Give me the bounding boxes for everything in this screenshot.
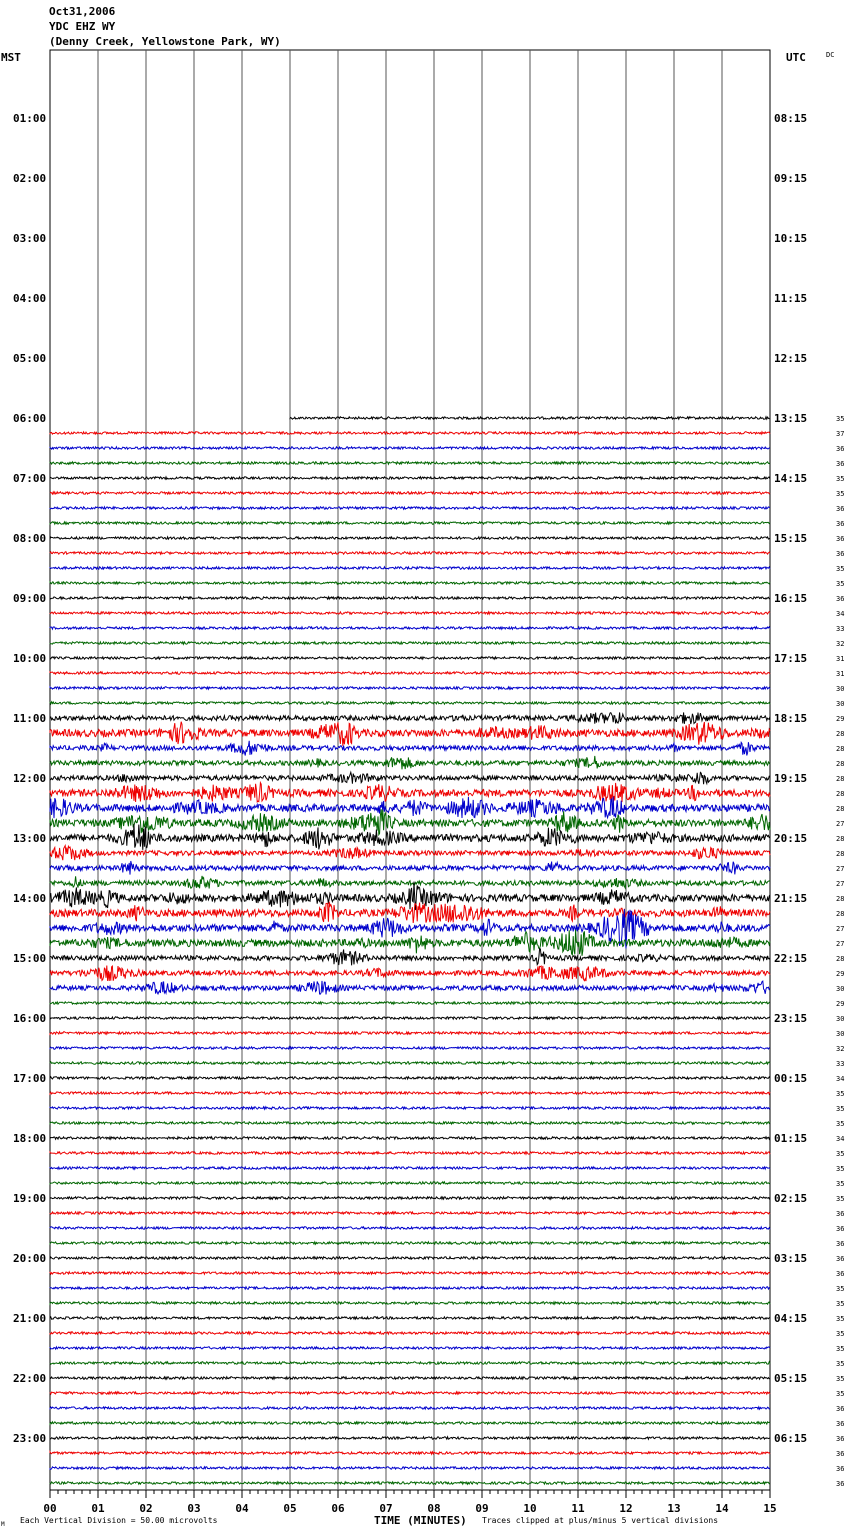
seismic-trace [50,1257,770,1259]
trace-amplitude-label: 31 [836,670,845,678]
seismic-trace [50,582,770,584]
seismic-trace [50,1122,770,1124]
mst-hour-label: 12:00 [13,772,47,785]
seismic-trace [50,432,770,434]
seismic-trace [50,1182,770,1184]
trace-amplitude-label: 28 [836,850,845,858]
trace-amplitude-label: 35 [836,1285,845,1293]
mst-hour-label: 23:00 [13,1432,47,1445]
trace-amplitude-label: 34 [836,610,845,618]
seismic-trace [50,1362,770,1364]
trace-amplitude-label: 35 [836,475,845,483]
mst-label: MST [1,51,21,64]
mst-hour-label: 01:00 [13,112,47,125]
trace-amplitude-label: 36 [836,535,845,543]
utc-hour-label: 16:15 [774,592,808,605]
trace-amplitude-label: 36 [836,1405,845,1413]
seismic-trace [50,1407,770,1409]
trace-amplitude-label: 28 [836,790,845,798]
trace-amplitude-label: 30 [836,985,845,993]
seismic-trace [50,477,770,479]
trace-amplitude-label: 28 [836,760,845,768]
x-tick-label: 01 [91,1502,105,1515]
trace-amplitude-label: 36 [836,1270,845,1278]
trace-amplitude-label: 27 [836,925,845,933]
trace-amplitude-label: 35 [836,1345,845,1353]
mst-hour-label: 06:00 [13,412,47,425]
seismic-trace [50,772,770,784]
trace-amplitude-label: 35 [836,565,845,573]
trace-amplitude-label: 30 [836,685,845,693]
x-tick-label: 08 [427,1502,441,1515]
trace-amplitude-label: 32 [836,640,845,648]
trace-amplitude-label: 36 [836,1480,845,1488]
mst-hour-label: 13:00 [13,832,47,845]
seismic-trace [50,1287,770,1289]
trace-amplitude-label: 36 [836,550,845,558]
trace-amplitude-label: 36 [836,1240,845,1248]
trace-amplitude-label: 28 [836,730,845,738]
seismic-trace [50,1302,770,1304]
trace-amplitude-label: 35 [836,1360,845,1368]
x-tick-label: 11 [571,1502,585,1515]
trace-amplitude-label: 36 [836,1225,845,1233]
utc-hour-label: 22:15 [774,952,808,965]
seismic-trace [50,861,770,875]
trace-amplitude-label: 30 [836,700,845,708]
mst-hour-label: 16:00 [13,1012,47,1025]
utc-hour-label: 01:15 [774,1132,808,1145]
trace-amplitude-label: 35 [836,1390,845,1398]
utc-label: UTC [786,51,806,64]
mst-hour-label: 11:00 [13,712,47,725]
trace-amplitude-label: 27 [836,820,845,828]
utc-hour-label: 06:15 [774,1432,808,1445]
mst-hour-label: 20:00 [13,1252,47,1265]
mst-hour-label: 15:00 [13,952,47,965]
utc-hour-label: 15:15 [774,532,808,545]
seismic-trace [50,846,770,861]
mst-hour-label: 18:00 [13,1132,47,1145]
trace-amplitude-label: 35 [836,1180,845,1188]
seismic-trace [50,1167,770,1169]
utc-hour-label: 14:15 [774,472,808,485]
x-tick-label: 12 [619,1502,633,1515]
trace-amplitude-label: 36 [836,1435,845,1443]
trace-amplitude-label: 27 [836,865,845,873]
seismic-trace [50,783,770,803]
mst-hour-label: 17:00 [13,1072,47,1085]
seismic-trace [50,657,770,659]
x-tick-label: 14 [715,1502,729,1515]
seismic-trace [50,882,770,911]
trace-amplitude-label: 35 [836,1105,845,1113]
trace-amplitude-label: 35 [836,1120,845,1128]
trace-amplitude-label: 28 [836,910,845,918]
trace-amplitude-label: 36 [836,445,845,453]
trace-amplitude-label: 33 [836,625,845,633]
x-tick-label: 00 [43,1502,57,1515]
seismic-trace [50,1032,770,1034]
trace-amplitude-label: 30 [836,1030,845,1038]
utc-hour-label: 20:15 [774,832,808,845]
x-tick-label: 10 [523,1502,537,1515]
mst-hour-label: 19:00 [13,1192,47,1205]
seismic-trace [50,1452,770,1454]
utc-hour-label: 23:15 [774,1012,808,1025]
seismic-trace [50,722,770,746]
utc-hour-label: 03:15 [774,1252,808,1265]
seismic-trace [50,1017,770,1019]
utc-hour-label: 02:15 [774,1192,808,1205]
seismic-trace [50,1347,770,1349]
seismic-trace [50,1317,770,1319]
trace-amplitude-label: 36 [836,1210,845,1218]
utc-hour-label: 21:15 [774,892,808,905]
utc-hour-label: 05:15 [774,1372,808,1385]
seismic-trace [50,741,770,756]
trace-amplitude-label: 35 [836,1375,845,1383]
utc-hour-label: 13:15 [774,412,808,425]
record-date: Oct31,2006 [49,5,116,18]
x-tick-label: 15 [763,1502,777,1515]
seismic-trace [50,966,770,982]
division-note: Each Vertical Division = 50.00 microvolts [20,1516,218,1525]
x-tick-label: 04 [235,1502,249,1515]
trace-amplitude-label: 34 [836,1135,845,1143]
trace-amplitude-label: 36 [836,505,845,513]
seismic-trace [50,1227,770,1229]
x-tick-label: 06 [331,1502,345,1515]
trace-amplitude-label: 36 [836,1465,845,1473]
seismic-trace [50,876,770,889]
seismic-trace [50,949,770,966]
utc-hour-label: 10:15 [774,232,808,245]
seismic-trace [50,552,770,554]
seismic-trace [50,687,770,689]
trace-amplitude-label: 27 [836,880,845,888]
seismic-trace [50,597,770,599]
x-tick-label: 09 [475,1502,489,1515]
seismic-trace [50,981,770,995]
trace-amplitude-label: 35 [836,415,845,423]
station-location: (Denny Creek, Yellowstone Park, WY) [49,35,281,48]
trace-amplitude-label: 35 [836,1300,845,1308]
trace-amplitude-label: 35 [836,1195,845,1203]
utc-hour-label: 11:15 [774,292,808,305]
clip-note: Traces clipped at plus/minus 5 vertical divisions [482,1516,719,1525]
seismic-trace [50,1482,770,1484]
seismic-trace [50,642,770,644]
seismic-trace [50,1377,770,1379]
x-tick-label: 02 [139,1502,153,1515]
trace-amplitude-label: 35 [836,1150,845,1158]
seismic-trace [50,756,770,769]
seismic-trace [50,1392,770,1394]
trace-amplitude-label: 28 [836,805,845,813]
trace-amplitude-label: 36 [836,1450,845,1458]
utc-hour-label: 04:15 [774,1312,808,1325]
x-tick-label: 13 [667,1502,681,1515]
seismic-trace [50,567,770,569]
trace-amplitude-label: 28 [836,835,845,843]
mst-hour-label: 08:00 [13,532,47,545]
trace-amplitude-label: 29 [836,715,845,723]
seismic-trace [50,1137,770,1139]
trace-amplitude-label: 28 [836,775,845,783]
channel-tag: DC [826,51,835,59]
mst-hour-label: 14:00 [13,892,47,905]
seismic-trace [50,1002,770,1004]
seismic-trace [50,1107,770,1109]
seismic-trace [50,1242,770,1244]
seismic-trace [50,1272,770,1274]
trace-amplitude-label: 31 [836,655,845,663]
trace-amplitude-label: 28 [836,955,845,963]
seismic-trace [50,1062,770,1064]
utc-hour-label: 08:15 [774,112,808,125]
seismic-trace [50,612,770,614]
utc-hour-label: 18:15 [774,712,808,725]
trace-amplitude-label: 33 [836,1060,845,1068]
seismic-trace [50,1422,770,1424]
trace-amplitude-label: 35 [836,490,845,498]
x-tick-label: 05 [283,1502,297,1515]
trace-amplitude-label: 37 [836,430,845,438]
seismic-trace [50,492,770,494]
mst-hour-label: 21:00 [13,1312,47,1325]
utc-hour-label: 17:15 [774,652,808,665]
seismic-trace [50,797,770,819]
x-tick-label: 03 [187,1502,201,1515]
trace-amplitude-label: 35 [836,1090,845,1098]
seismic-trace [50,1047,770,1049]
trace-amplitude-label: 28 [836,745,845,753]
trace-amplitude-label: 32 [836,1045,845,1053]
seismic-trace [50,712,770,724]
seismic-trace [50,824,770,850]
mst-hour-label: 09:00 [13,592,47,605]
mst-hour-label: 22:00 [13,1372,47,1385]
trace-amplitude-label: 29 [836,1000,845,1008]
seismic-trace [50,1332,770,1334]
trace-amplitude-label: 36 [836,1255,845,1263]
seismic-trace [50,1437,770,1439]
trace-amplitude-label: 36 [836,595,845,603]
seismic-trace [50,672,770,674]
seismic-trace [50,1077,770,1079]
seismic-trace [50,537,770,539]
seismic-trace [50,702,770,704]
trace-amplitude-label: 36 [836,460,845,468]
seismic-trace [50,1092,770,1094]
trace-amplitude-label: 29 [836,970,845,978]
trace-amplitude-label: 36 [836,520,845,528]
x-tick-label: 07 [379,1502,393,1515]
trace-amplitude-label: 35 [836,1315,845,1323]
utc-hour-label: 19:15 [774,772,808,785]
x-axis-title: TIME (MINUTES) [374,1514,467,1527]
seismic-trace [50,1197,770,1199]
trace-amplitude-label: 35 [836,1165,845,1173]
seismic-trace [50,462,770,464]
seismic-trace [50,1212,770,1214]
mst-hour-label: 04:00 [13,292,47,305]
station-code: YDC EHZ WY [49,20,116,33]
seismic-trace [50,1152,770,1154]
seismic-trace [50,809,770,834]
trace-amplitude-label: 27 [836,940,845,948]
trace-amplitude-label: 35 [836,1330,845,1338]
seismic-trace [50,507,770,509]
seismic-trace [50,930,770,956]
mst-hour-label: 02:00 [13,172,47,185]
utc-hour-label: 00:15 [774,1072,808,1085]
trace-amplitude-label: 35 [836,580,845,588]
footer-mark: M [1,1521,5,1528]
mst-hour-label: 07:00 [13,472,47,485]
trace-amplitude-label: 30 [836,1015,845,1023]
mst-hour-label: 05:00 [13,352,47,365]
seismic-trace [50,627,770,629]
trace-amplitude-label: 34 [836,1075,845,1083]
trace-amplitude-label: 36 [836,1420,845,1428]
utc-hour-label: 12:15 [774,352,808,365]
trace-amplitude-label: 28 [836,895,845,903]
seismic-trace [50,1467,770,1469]
seismic-trace [50,447,770,449]
utc-hour-label: 09:15 [774,172,808,185]
mst-hour-label: 10:00 [13,652,47,665]
mst-hour-label: 03:00 [13,232,47,245]
seismic-trace [50,522,770,524]
